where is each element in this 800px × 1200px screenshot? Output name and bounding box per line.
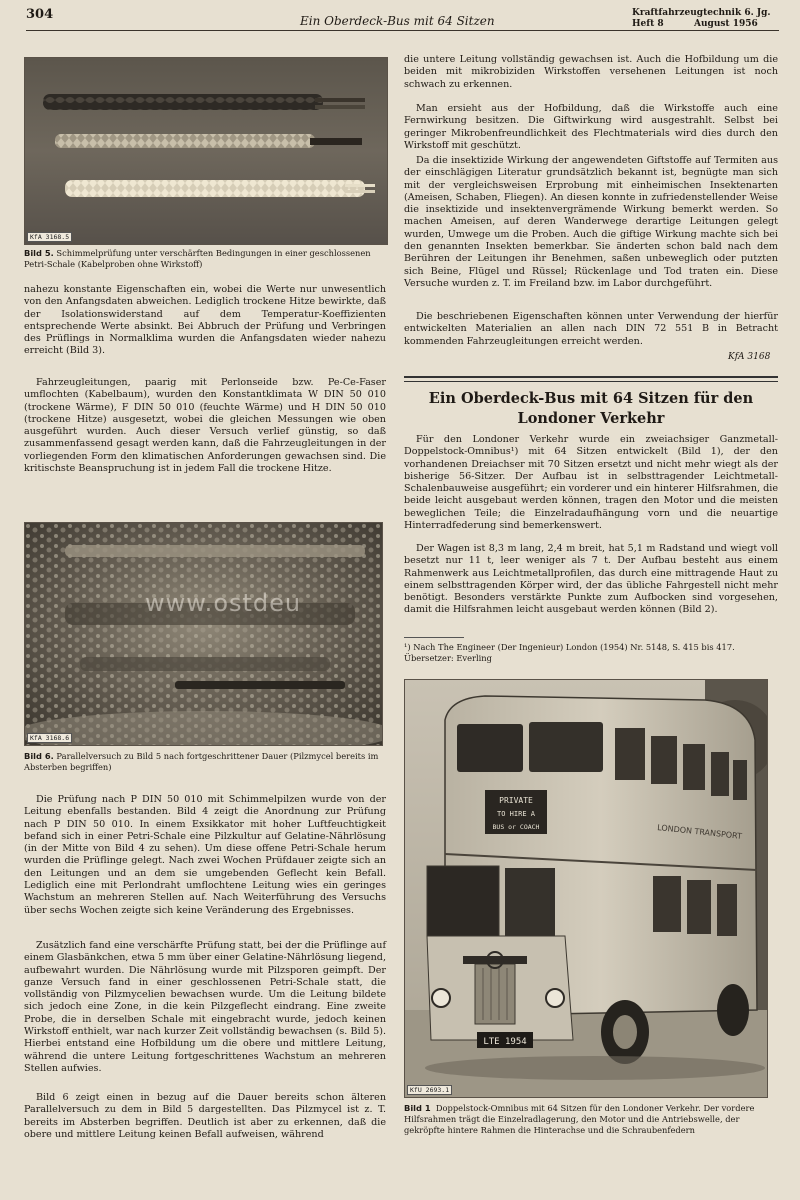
svg-text:LONDON TRANSPORT: LONDON TRANSPORT — [656, 823, 743, 841]
right-paragraph-4: Die beschriebenen Eigenschaften können unter Verwendung der hierfür entwickelten Materialien an allen nach DIN 72 551 B in Betracht kommenden Fahrzeugleitungen erreicht werden. — [404, 311, 778, 347]
journal-issue: Heft 8 — [632, 19, 664, 29]
left-paragraph-1: nahezu konstante Eigenschaften ein, wobei die Werte nur unwesentlich von den Anfangsdaten abweichen. Lediglich trockene Hitze bewirkte, daß der Isolationswiderstand auf dem Temperatur-Koeffizienten entsprechende Werte absinkt. Bei Abbruch der Prüfung und Verbringen des Prüflings in Normalklima wurden die Anfangsdaten wieder nahezu erreicht (Bild 3). — [24, 284, 386, 357]
article-title — [404, 389, 778, 429]
mold-culture-image — [25, 523, 382, 745]
right-paragraph-2: Man ersieht aus der Hofbildung, daß die Wirkstoffe auch eine Fernwirkung besitzen. Die Giftwirkung wird ausgestrahlt. Selbst bei geringer Mikrobenfreundlichkeit des Flechtmaterials wird dies durch den Wirkstoff mit geschützt. — [404, 103, 778, 151]
journal-name: Kraftfahrzeugtechnik 6. Jg. — [632, 8, 771, 18]
figure-5-caption — [24, 248, 386, 270]
figure-5-photo — [24, 57, 388, 245]
running-title: Ein Oberdeck-Bus mit 64 Sitzen — [300, 14, 495, 28]
footnote: ¹) Nach The Engineer (Der Ingenieur) London (1954) Nr. 5148, S. 415 bis 417. Übersetzer: Everling — [404, 642, 735, 663]
figure-1-photo — [404, 679, 768, 1098]
journal-date: August 1956 — [694, 19, 758, 29]
figure-1-tag: KfU 2693.1 — [407, 1085, 452, 1095]
kfa-reference: KfA 3168 — [728, 352, 771, 362]
figure-6-caption — [24, 751, 386, 773]
left-paragraph-4: Zusätzlich fand eine verschärfte Prüfung statt, bei der die Prüflinge auf einem Glasbänkchen, etwa 5 mm über einer Gelatine-Nährlösung liegend, aufbewahrt wurden. Die Nährlösung wurde mit Pilzsporen geimpft. Der ganze Versuch fand in einer geschlossenen Petri-Schale statt, die vollständig von Pilzmycelien bewachsen wurde. Um die Leitung bildete sich jedoch eine Zone, in die kein Pilzgeflecht eindrang. Eine zweite Probe, die in derselben Schale mit eingebracht wurde, jedoch keinen Wirkstoff enthielt, war nach kurzer Zeit vollständig bewachsen (s. Bild 5). Hierbei entstand eine Hofbildung um die obere und mittlere Leitung, während die untere Leitung fortgeschrittenes Wachstum an mehreren Stellen aufwies. — [24, 940, 386, 1074]
left-paragraph-3: Die Prüfung nach P DIN 50 010 mit Schimmelpilzen wurde von der Leitung ebenfalls bestanden. Bild 4 zeigt die Anordnung zur Prüfung nach P DIN 50 010. In einem Exsikkator mit hoher Luftfeuchtigkeit befand sich in einer Petri-Schale eine Pilzkultur auf Gelatine-Nährlösung (in der Mitte von Bild 4 zu sehen). Um diese offene Petri-Schale herum wurden die Prüflinge gelegt. Nach zwei Wochen Prüfdauer zeigte sich an den Leitungen und an dem sie umgebenden Geflecht kein Befall. Lediglich eine mit Perlondraht umflochtene Leitung wies ein geringes Wachstum an mehreren Stellen auf. Nach Weiterführung des Versuchs über sechs Wochen zeigte sich keine Veränderung des Ergebnisses. — [24, 794, 386, 916]
svg-text:BUS or COACH: BUS or COACH — [492, 823, 540, 831]
figure-1-caption-text: Doppelstock-Omnibus mit 64 Sitzen für den Londoner Verkehr. Der vordere Hilfsrahmen trägt die Einzelradlagerung, den Motor und die Antriebswelle, der gekröpfte hintere Rahmen die Hinterachse und die Schraubenfedern — [404, 1103, 755, 1135]
right-paragraph-5: Für den Londoner Verkehr wurde ein zweiachsiger Ganzmetall-Doppelstock-Omnibus¹) mit 64 Sitzen entwickelt (Bild 1), der den vorhandenen Dreiachser mit 70 Sitzen ersetzt und nicht mehr wiegt als der bisherige 56-Sitzer. Der Aufbau ist in selbsttragender Leichtmetall-Schalenbauweise ausgeführt; ein vorderer und ein hinterer Hilfsrahmen, die beide leicht ausgebaut werden können, tragen den Motor und die meisten beweglichen Teile; die Einzelradaufhängung vorn und die neuartige Hinterradfederung sind bemerkenswert. — [404, 434, 778, 532]
header-rule — [26, 30, 779, 31]
figure-6-caption-text: Parallelversuch zu Bild 5 nach fortgeschrittener Dauer (Pilzmycel bereits im Absterben begriffen) — [24, 751, 379, 772]
cable-samples-image — [25, 58, 387, 244]
left-paragraph-5: Bild 6 zeigt einen in bezug auf die Dauer bereits schon älteren Parallelversuch zu dem in Bild 5 dargestellten. Das Pilzmycel ist z. T. bereits im Absterben begriffen. Deutlich ist aber zu erkennen, daß die obere und mittlere Leitung keinen Befall aufweisen, während — [24, 1092, 386, 1140]
page-number: 304 — [26, 7, 54, 22]
figure-5-tag: KfA 3168.5 — [27, 232, 72, 242]
double-decker-bus-image — [405, 680, 767, 1097]
figure-6-photo — [24, 522, 383, 746]
article-title-line-2: Londoner Verkehr — [517, 410, 665, 427]
article-separator — [404, 376, 778, 382]
figure-1-label: Bild 1 — [404, 1103, 431, 1113]
right-paragraph-6: Der Wagen ist 8,3 m lang, 2,4 m breit, hat 5,1 m Radstand und wiegt voll besetzt nur 11 t, leer weniger als 7 t. Der Aufbau besteht aus einem Rahmenwerk aus Leichtmetallprofilen, das durch eine mittragende Haut zu einem selbsttragenden Körper wird, der das übliche Fahrgestell nicht mehr benötigt. Besonders verstärkte Punkte zum Aufbocken sind vorgesehen, damit die Hilfsrahmen leicht ausgebaut werden können (Bild 2). — [404, 543, 778, 616]
svg-text:LTE 1954: LTE 1954 — [483, 1037, 527, 1047]
journal-info — [632, 8, 771, 30]
svg-text:PRIVATE: PRIVATE — [499, 796, 533, 805]
figure-5-label: Bild 5. — [24, 248, 54, 258]
watermark: www.ostdeu — [145, 589, 302, 617]
left-paragraph-2: Fahrzeugleitungen, paarig mit Perlonseide bzw. Pe-Ce-Faser umflochten (Kabelbaum), wurden den Konstantklimata W DIN 50 010 (trockene Wärme), F DIN 50 010 (feuchte Wärme) und H DIN 50 010 (trockene Hitze) ausgesetzt, wobei die gleichen Messungen wie oben ausgeführt wurden. Auch dieser Versuch verlief günstig, so daß zusammenfassend gesagt werden kann, daß die Fahrzeugleitungen in der vorliegenden Form den klimatischen Anforderungen gewachsen sind. Die kritischste Beanspruchung ist in jedem Fall die trockene Hitze. — [24, 377, 386, 475]
figure-6-label: Bild 6. — [24, 751, 54, 761]
right-paragraph-1: die untere Leitung vollständig gewachsen ist. Auch die Hofbildung um die beiden mit mikrobiziden Wirkstoffen versehenen Leitungen ist noch schwach zu erkennen. — [404, 54, 778, 90]
figure-1-caption — [404, 1103, 778, 1136]
svg-text:TO HIRE A: TO HIRE A — [497, 810, 535, 818]
footnote-rule — [404, 637, 464, 638]
article-title-line-1: Ein Oberdeck-Bus mit 64 Sitzen für den — [428, 390, 754, 407]
figure-6-tag: KfA 3168.6 — [27, 733, 72, 743]
right-paragraph-3: Da die insektizide Wirkung der angewendeten Giftstoffe auf Termiten aus der einschlägigen Literatur grundsätzlich bekannt ist, begnügte man sich mit der vergleichsweisen Erprobung mit einheimischen Insektenarten (Ameisen, Schaben, Fliegen). An diesen konnte in zufriedenstellender Weise die insektizide und insektenvergrämende Wirkung bemerkt werden. So machen Ameisen, auf deren Wanderwege derartige Leitungen gelegt wurden, Umwege um die Proben. Auch die giftige Wirkung machte sich bei den genannten Insekten bemerkbar. Sie änderten schon bald nach dem Berühren der Leitungen ihr Benehmen, saßen unbeweglich oder putzten sich Beine, Flügel und Rüssel; Rückenlage und Tod traten ein. Diese Versuche wurden z. T. im Freiland bzw. im Labor durchgeführt. — [404, 155, 778, 289]
figure-5-caption-text: Schimmelprüfung unter verschärften Bedingungen in einer geschlossenen Petri-Schale (Kabelproben ohne Wirkstoff) — [24, 248, 371, 269]
